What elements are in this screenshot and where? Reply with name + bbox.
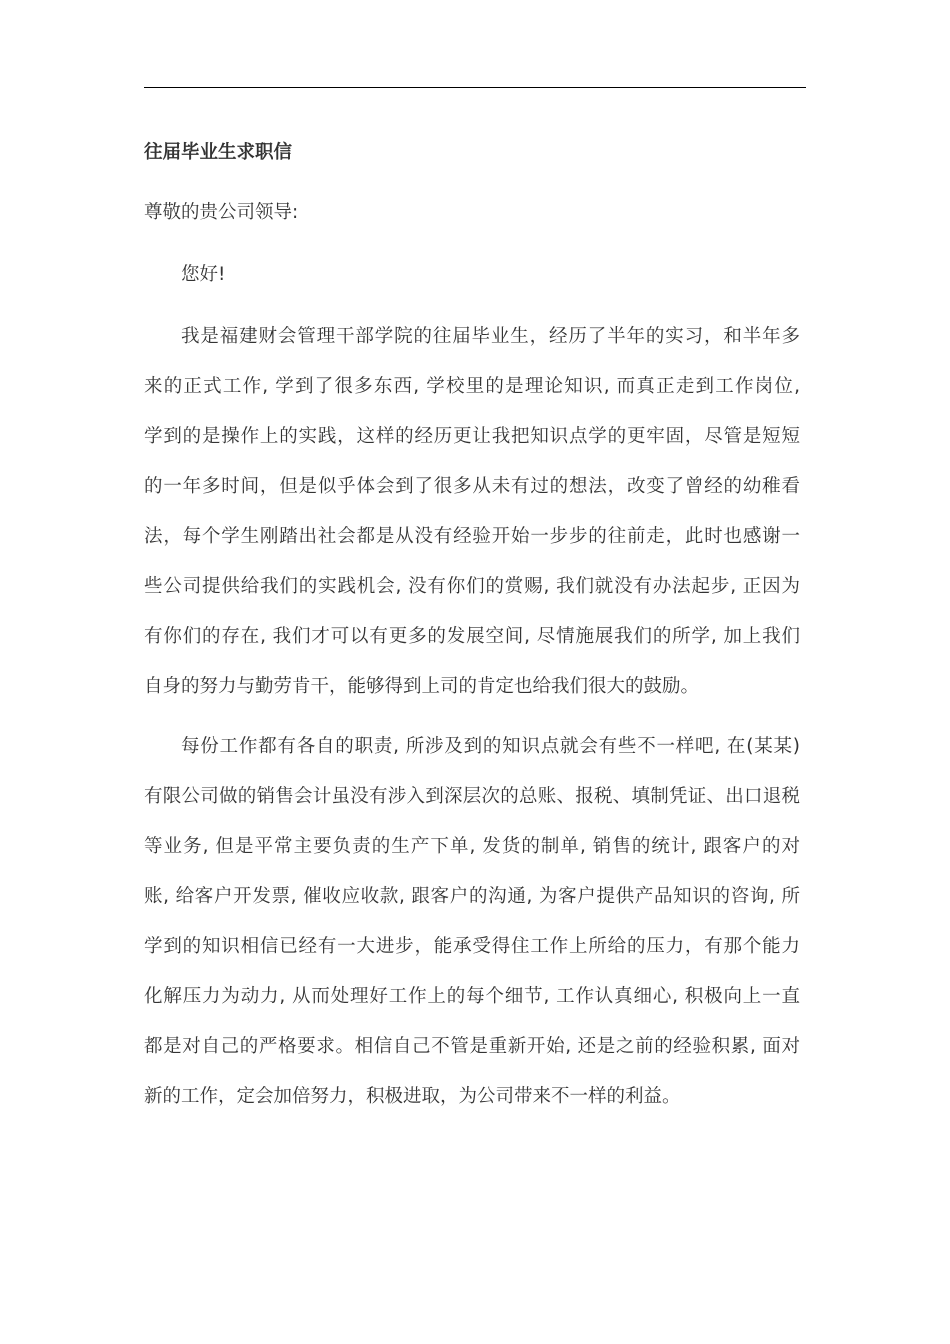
paragraph-line: 化解压力为动力, 从而处理好工作上的每个细节, 工作认真细心, 积极向上一直	[144, 986, 800, 1007]
header-rule	[144, 87, 806, 88]
paragraph-line: 学到的知识相信已经有一大进步，能承受得住工作上所给的压力，有那个能力	[144, 936, 800, 957]
document-title: 往届毕业生求职信	[144, 142, 293, 163]
paragraph-line: 我是福建财会管理干部学院的往届毕业生，经历了半年的实习，和半年多	[181, 326, 800, 347]
body-paragraph-2	[144, 722, 800, 1122]
paragraph-line: 每份工作都有各自的职责, 所涉及到的知识点就会有些不一样吧, 在(某某)	[181, 736, 800, 757]
paragraph-line: 自身的努力与勤劳肯干，能够得到上司的肯定也给我们很大的鼓励。	[144, 676, 700, 697]
paragraph-line: 来的正式工作, 学到了很多东西, 学校里的是理论知识, 而真正走到工作岗位,	[144, 376, 800, 397]
paragraph-line: 有限公司做的销售会计虽没有涉入到深层次的总账、报税、填制凭证、出口退税	[144, 786, 800, 807]
paragraph-line: 有你们的存在, 我们才可以有更多的发展空间, 尽情施展我们的所学, 加上我们	[144, 626, 800, 647]
greeting: 您好!	[181, 264, 226, 285]
paragraph-line: 账, 给客户开发票, 催收应收款, 跟客户的沟通, 为客户提供产品知识的咨询, 所	[144, 886, 800, 907]
paragraph-line: 等业务, 但是平常主要负责的生产下单, 发货的制单, 销售的统计, 跟客户的对	[144, 836, 800, 857]
paragraph-line: 新的工作，定会加倍努力，积极进取，为公司带来不一样的利益。	[144, 1086, 681, 1107]
paragraph-line: 些公司提供给我们的实践机会, 没有你们的赏赐, 我们就没有办法起步, 正因为	[144, 576, 800, 597]
paragraph-line: 法，每个学生刚踏出社会都是从没有经验开始一步步的往前走，此时也感谢一	[144, 526, 800, 547]
salutation: 尊敬的贵公司领导:	[144, 202, 299, 223]
body-paragraph-1	[144, 312, 800, 712]
paragraph-line: 都是对自己的严格要求。相信自己不管是重新开始, 还是之前的经验积累, 面对	[144, 1036, 800, 1057]
paragraph-line: 的一年多时间，但是似乎体会到了很多从未有过的想法，改变了曾经的幼稚看	[144, 476, 800, 497]
paragraph-line: 学到的是操作上的实践，这样的经历更让我把知识点学的更牢固，尽管是短短	[144, 426, 800, 447]
